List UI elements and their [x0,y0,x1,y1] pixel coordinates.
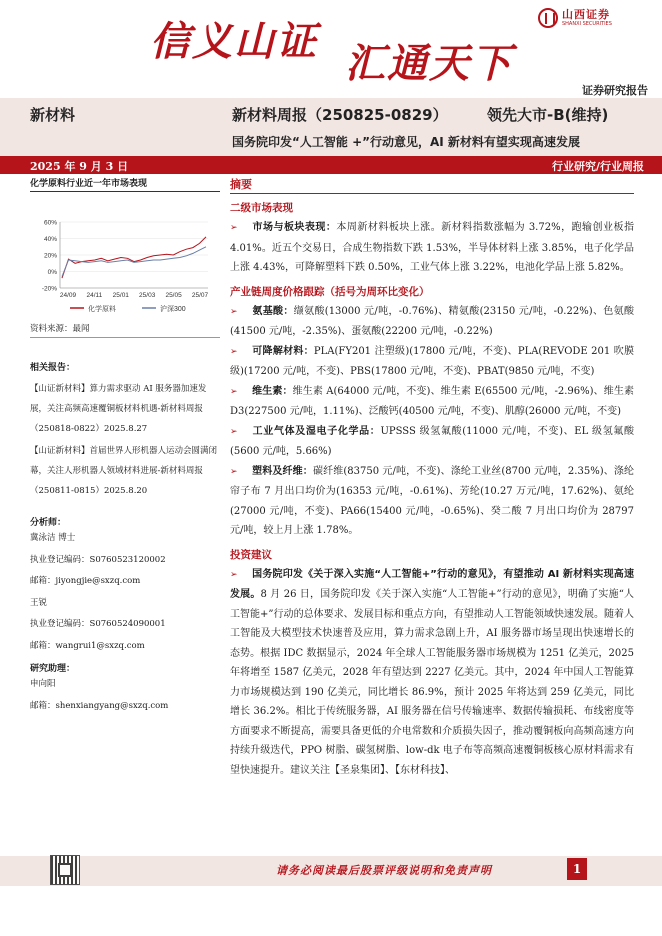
x-tick-label: 25/01 [112,292,129,299]
x-tick-label: 25/07 [191,292,209,299]
related-report-link[interactable]: 【山证新材料】算力需求驱动 AI 服务器加速发展，关注高频高速覆铜板材料机遇-新材料周报（250818-0822）2025.8.27 [30,384,207,434]
market-chart [30,192,220,320]
slogan-part2: 汇通天下 [345,40,513,87]
market-text: 本周新材料板块上涨。新材料指数涨幅为 3.72%，跑输创业板指 4.01%。近五个交易日，合成生物指数下跌 1.53%，半导体材料上涨 3.85%，电子化学品上涨 4.43%，可降解塑料下跌 0.50%，工业气体上涨 3.22%，电池化学品上涨 5.82%。 [230,222,634,273]
assistant-email[interactable]: 邮箱：shenxiangyang@sxzq.com [30,700,169,711]
price-heading: 产业链周度价格跟踪（括号为周环比变化） [230,285,430,298]
arrow-bullet-icon: ➢ [230,466,238,477]
chart-source: 资料来源：最闻 [30,322,220,338]
market-bullet [230,218,634,278]
page-number: 1 [567,858,587,880]
disclaimer[interactable]: 请务必阅读最后股票评级说明和免责声明 [276,864,492,877]
price-text: 缬氨酸(13000 元/吨，-0.76%)、精氨酸(23150 元/吨，-0.22%)、色氨酸(41500 元/吨，-2.35%)、蛋氨酸(22200 元/吨，-0.22%) [230,305,635,337]
related-report-link[interactable]: 【山证新材料】首届世界人形机器人运动会圆满闭幕，关注人形机器人领域材料进展-新材料周报（250811-0815）2025.8.20 [30,446,218,496]
industry-label: 新材料 [30,106,76,124]
related-heading: 相关报告： [30,363,76,373]
arrow-bullet-icon: ➢ [230,306,238,317]
company-logo [538,8,612,28]
price-text: 维生素 A(64000 元/吨，不变)、维生素 E(65500 元/吨，-2.96%)、维生素 D3(227500 元/吨，1.11%)、泛酸钙(40500 元/吨，不变)、肌醇(26000 元/吨，不变) [230,385,634,417]
market-label: 市场与板块表现： [252,222,337,233]
report-title: 新材料周报（250825-0829） [232,106,448,124]
y-tick-label: -20% [41,285,57,293]
x-tick-label: 25/03 [139,292,156,299]
analyst-license: 执业登记编码：S0760524090001 [30,619,166,629]
legend-label: 化学原料 [88,306,116,313]
y-tick-label: 0% [47,269,57,276]
analyst-email[interactable]: 邮箱：wangrui1@sxzq.com [30,640,145,651]
main-content [230,176,634,780]
report-subtitle: 国务院印发“人工智能 +”行动意见，AI 新材料有望实现高速发展 [232,135,580,149]
y-tick-label: 40% [43,236,57,243]
analysts [30,515,220,717]
logo-cn: 山西证券 [562,8,610,21]
price-text: UPSSS 级氢氟酸(11000 元/吨，不变)、EL 级氢氟酸(5600 元/吨，5.66%) [230,425,634,457]
price-bullet [230,462,634,541]
x-tick-label: 24/09 [59,292,77,299]
price-label: 塑料及纤维： [252,465,313,477]
price-text: PLA(FY201 注塑级)(17800 元/吨，不变)、PLA(REVODE 201 吹膜级)(17200 元/吨，不变)、PBS(17800 元/吨，不变)、PBAT(9850 元/吨，不变) [230,345,634,377]
chart-title: 化学原料行业近一年市场表现 [30,176,220,192]
page-header [0,0,662,110]
arrow-bullet-icon: ➢ [230,386,238,397]
logo-icon [538,8,558,28]
analyst-email[interactable]: 邮箱：jiyongjie@sxzq.com [30,576,141,586]
price-bullet [230,342,634,382]
arrow-bullet-icon: ➢ [230,346,238,357]
price-bullet [230,382,634,422]
invest-bullet [230,565,634,781]
price-bullet [230,302,634,342]
price-label: 可降解材料： [252,345,314,357]
invest-label: 国务院印发《关于深入实施“人工智能+”行动的意见》，有望推动 AI 新材料实现高速发展。 [230,568,634,600]
report-category: 行业研究/行业周报 [551,160,644,173]
price-bullet [230,422,634,462]
invest-heading: 投资建议 [230,548,272,561]
legend-label: 沪深300 [160,306,186,313]
qr-code-icon [50,855,80,885]
slogan-part1: 信义山证 [150,18,318,65]
market-heading: 二级市场表现 [230,202,293,214]
price-label: 工业气体及湿电子化学品： [252,425,381,437]
report-date: 2025 年 9 月 3 日 [30,160,129,173]
price-label: 氨基酸： [252,305,294,317]
logo-en: SHANXI SECURITIES [562,21,612,27]
analyst-name: 王锐 [30,597,48,608]
sidebar [30,176,220,717]
abstract-heading: 摘要 [230,176,634,194]
assistant-heading: 研究助理： [30,664,76,674]
rating: 领先大市-B(维持) [487,106,609,124]
price-label: 维生素： [252,385,293,397]
invest-text: 8 月 26 日，国务院印发《关于深入实施“人工智能+”行动的意见》，明确了实施“人工智能+”行动的总体要求、发展目标和重点方向，有望推动人工智能领域快速发展。随着人工智能及大模型技术快速普及应用，算力需求急剧上升，AI 服务器市场呈现出快速增长的态势。根据 IDC 数据显示，2024 年全球人工智能服务器市场规模为 1251 亿美元，2025 年将增至 1587 亿美元，2028 年有望达到 2227 亿美元。其中，2024 年中国人工智能算力市场规模达到 190 亿美元，同比增长 86.9%，预计 2025 年将达到 259 亿美元，同比增长 36.2%。相比于传统服务器，AI 服务器在信号传输速率、数据传输损耗、布线密度等方面要求不断提高，需要具备更低的介电常数和介质损失因子，推动覆铜板向高频高速方向持续升级迭代，PPO 树脂、碳氢树脂、low-dk 电子布等高频高速覆铜板核心原材料需求有望快速提升。建议关注【圣泉集团】、【东材科技】、 [230,589,634,776]
report-type: 证券研究报告 [582,84,648,97]
arrow-bullet-icon: ➢ [230,426,238,437]
market-chart-svg [30,192,220,320]
analyst-license: 执业登记编码：S0760523120002 [30,554,166,565]
series-line [62,237,206,278]
x-tick-label: 25/05 [165,292,182,299]
assistant-name: 申向阳 [30,679,56,689]
price-text: 碳纤维(83750 元/吨，不变)、涤纶工业丝(8700 元/吨，2.35%)、涤纶帘子布 7 月出口均价为(16353 元/吨，-0.61%)、芳纶(10.27 万元/吨，17.62%)、氨纶(27000 元/吨，不变)、PA66(15400 元/吨，-0.65%)、癸二酸 7 月出口均价为 28797 元/吨，较上月上涨 1.78%。 [230,465,634,536]
y-tick-label: 20% [43,252,57,260]
analyst-name: 冀泳洁 博士 [30,533,76,543]
analyst-heading: 分析师： [30,518,67,528]
y-tick-label: 60% [43,219,57,227]
arrow-bullet-icon: ➢ [230,223,238,233]
related-reports [30,360,220,501]
arrow-bullet-icon: ➢ [230,569,238,580]
x-tick-label: 24/11 [86,292,103,299]
